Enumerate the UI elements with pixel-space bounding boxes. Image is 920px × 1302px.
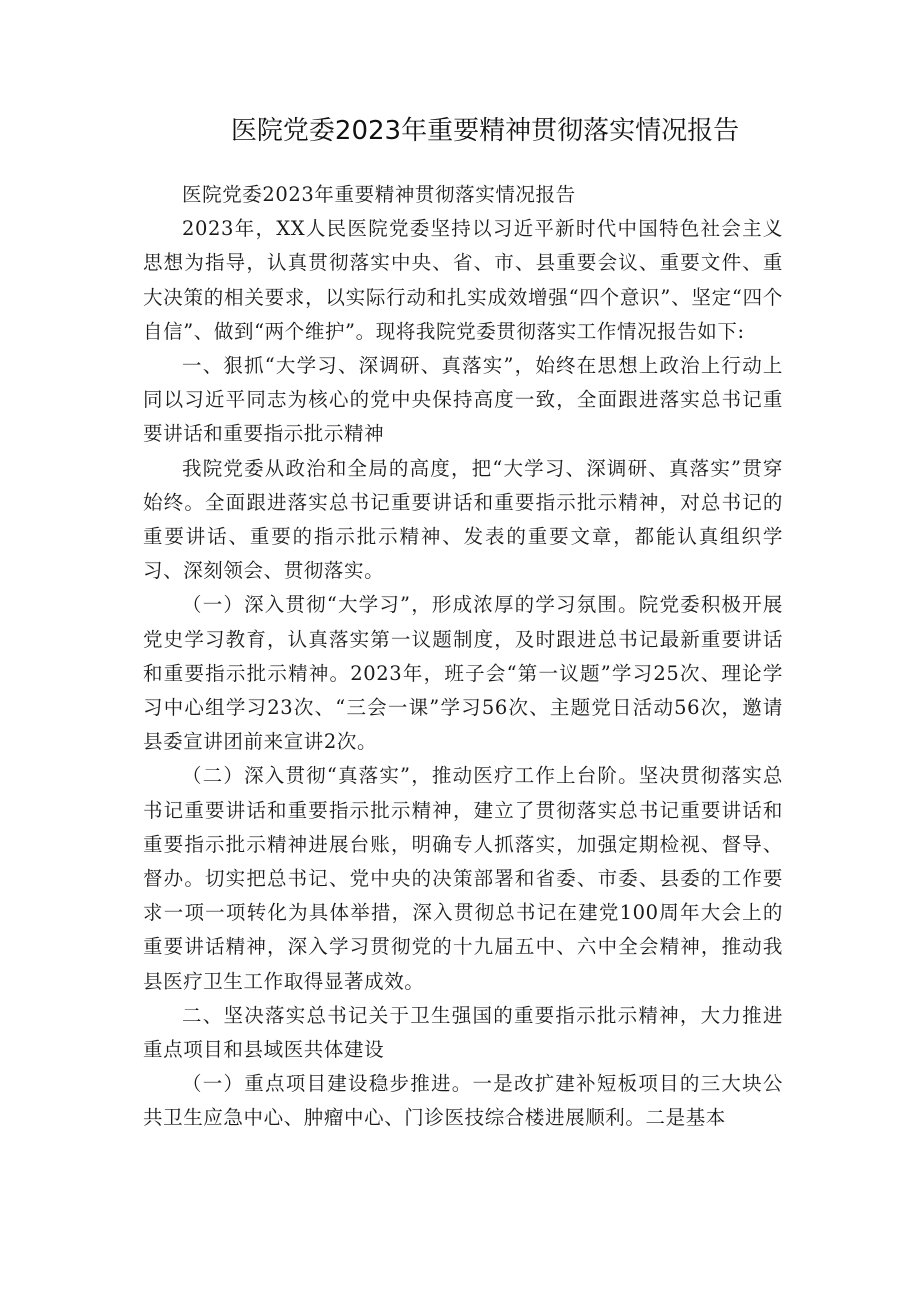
paragraph-intro: 2023年，XX人民医院党委坚持以习近平新时代中国特色社会主义思想为指导，认真贯彻落实中央、省、市、县重要会议、重要文件、重大决策的相关要求，以实际行动和扎实成效增强“四个意识”、坚定“四个自信”、做到“两个维护”。现将我院党委贯彻落实工作情况报告如下: [143, 217, 783, 343]
document-body [143, 178, 783, 1136]
document-title: 医院党委2023年重要精神贯彻落实情况报告 [230, 116, 740, 146]
paragraph-section-2-heading: 二、坚决落实总书记关于卫生强国的重要指示批示精神，大力推进重点项目和县域医共体建设 [143, 1003, 783, 1062]
paragraph-section-2-item-1: （一）重点项目建设稳步推进。一是改扩建补短板项目的三大块公共卫生应急中心、肿瘤中心、门诊医技综合楼进展顺利。二是基本 [143, 1072, 783, 1130]
paragraph-section-1-item-2: （二）深入贯彻“真落实”，推动医疗工作上台阶。坚决贯彻落实总书记重要讲话和重要指示批示精神，建立了贯彻落实总书记重要讲话和重要指示批示精神进展台账，明确专人抓落实，加强定期检视、督导、督办。切实把总书记、党中央的决策部署和省委、市委、县委的工作要求一项一项转化为具体举措，深入贯彻总书记在建党100周年大会上的重要讲话精神，深入学习贯彻党的十九届五中、六中全会精神，推动我县医疗卫生工作取得显著成效。 [143, 764, 783, 993]
paragraph-section-1-heading: 一、狠抓“大学习、深调研、真落实”，始终在思想上政治上行动上同以习近平同志为核心的党中央保持高度一致，全面跟进落实总书记重要讲话和重要指示批示精神 [143, 354, 783, 446]
paragraph-repeated-title: 医院党委2023年重要精神贯彻落实情况报告 [182, 183, 576, 206]
paragraph-section-1-item-1: （一）深入贯彻“大学习”，形成浓厚的学习氛围。院党委积极开展党史学习教育，认真落实第一议题制度，及时跟进总书记最新重要讲话和重要指示批示精神。2023年，班子会“第一议题”学习25次、理论学习中心组学习23次、“三会一课”学习56次、主题党日活动56次，邀请县委宣讲团前来宣讲2次。 [143, 593, 783, 754]
paragraph-section-1-body: 我院党委从政治和全局的高度，把“大学习、深调研、真落实”贯穿始终。全面跟进落实总书记重要讲话和重要指示批示精神，对总书记的重要讲话、重要的指示批示精神、发表的重要文章，都能认真组织学习、深刻领会、贯彻落实。 [143, 456, 783, 583]
